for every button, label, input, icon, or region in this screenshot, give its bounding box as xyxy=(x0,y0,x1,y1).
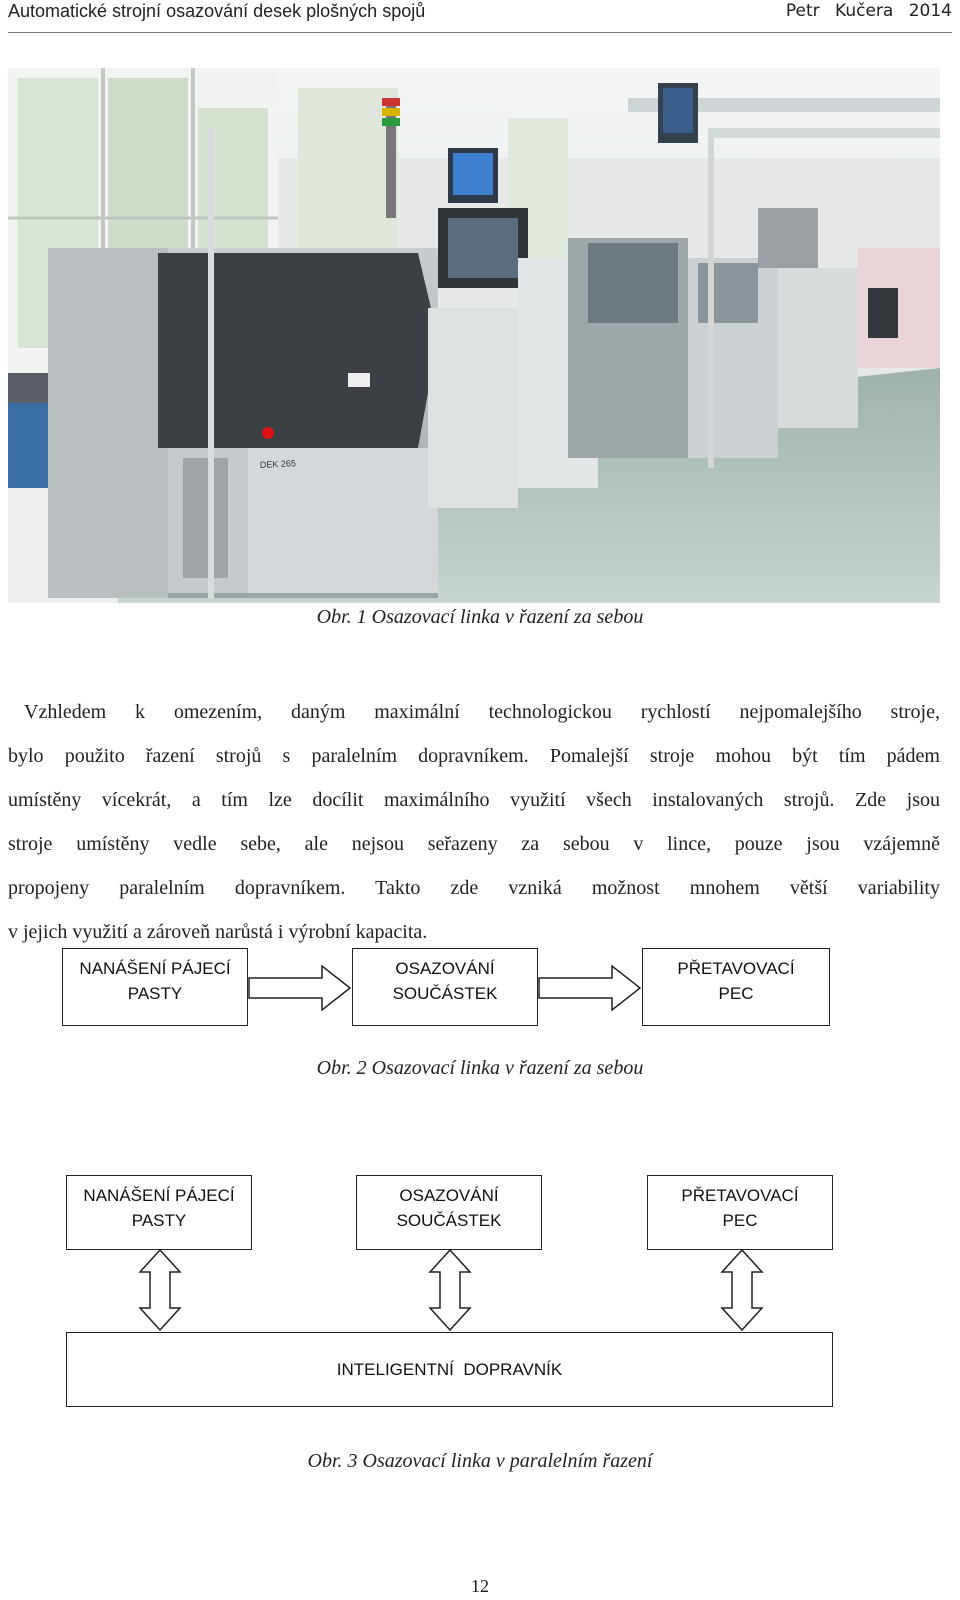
conveyor-label: INTELIGENTNÍ DOPRAVNÍK xyxy=(336,1360,563,1379)
figure-3-caption: Obr. 3 Osazovací linka v paralelním řazení xyxy=(307,1450,653,1472)
solder-paste-box xyxy=(66,1175,252,1250)
box-label: OSAZOVÁNÍ xyxy=(395,959,495,978)
double-arrow-icon xyxy=(722,1250,762,1330)
intelligent-conveyor-box xyxy=(66,1332,833,1407)
box-label: OSAZOVÁNÍ xyxy=(399,1186,499,1205)
component-placement-box xyxy=(356,1175,542,1250)
box-label: NANÁŠENÍ PÁJECÍ xyxy=(79,959,231,978)
paragraph-line: propojeny paralelním dopravníkem. Takto zde vzniká možnost mnohem větší variability xyxy=(8,877,940,899)
paragraph-line: bylo použito řazení strojů s paralelním dopravníkem. Pomalejší stroje mohou být tím pádem xyxy=(8,745,940,767)
double-arrow-icon xyxy=(430,1250,470,1330)
box-label: PEC xyxy=(718,984,754,1003)
figure-1-caption: Obr. 1 Osazovací linka v řazení za sebou xyxy=(316,606,644,628)
author-year: Petr Kučera 2014 xyxy=(785,1,952,21)
paragraph-line: stroje umístěny vedle sebe, ale nejsou seřazeny za sebou v lince, pouze jsou vzájemně xyxy=(8,833,940,855)
box-label: PASTY xyxy=(131,1211,187,1230)
page-number: 12 xyxy=(471,1576,489,1596)
paragraph-line: Vzhledem k omezením, daným maximální technologickou rychlostí nejpomalejšího stroje, xyxy=(24,701,940,723)
double-arrow-icon xyxy=(140,1250,180,1330)
paragraph-line: v jejich využití a zároveň narůstá i výrobní kapacita. xyxy=(8,921,428,943)
box-label: PŘETAVOVACÍ xyxy=(677,959,795,978)
box-label: PŘETAVOVACÍ xyxy=(681,1186,799,1205)
figure-2-caption: Obr. 2 Osazovací linka v řazení za sebou xyxy=(316,1057,644,1079)
right-arrow-icon xyxy=(539,966,640,1010)
box-label: NANÁŠENÍ PÁJECÍ xyxy=(83,1186,235,1205)
paragraph-line: umístěny vícekrát, a tím lze docílit maximálního využití všech instalovaných strojů. Zde jsou xyxy=(8,789,940,811)
reflow-oven-box xyxy=(647,1175,833,1250)
box-label: PEC xyxy=(722,1211,758,1230)
right-arrow-icon xyxy=(249,966,350,1010)
machine-label: DEK 265 xyxy=(259,458,297,470)
box-label: SOUČÁSTEK xyxy=(396,1211,502,1230)
box-label: SOUČÁSTEK xyxy=(392,984,498,1003)
document-title: Automatické strojní osazování desek plošných spojů xyxy=(8,1,426,21)
box-label: PASTY xyxy=(127,984,183,1003)
